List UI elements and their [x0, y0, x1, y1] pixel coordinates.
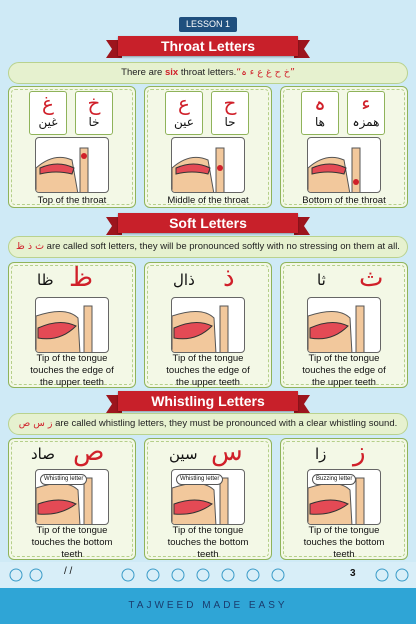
caption-line: the upper teeth — [40, 377, 104, 388]
intro-letters: ز س ص — [18, 418, 53, 429]
caption-line: the upper teeth — [312, 377, 376, 388]
caption-line: the upper teeth — [176, 377, 240, 388]
card-caption — [281, 525, 407, 561]
card-caption: Bottom of the throat — [302, 195, 386, 206]
footer-date: / / — [64, 566, 73, 577]
letter: ص — [73, 437, 105, 467]
letter: ح — [223, 91, 237, 115]
letter: ء — [361, 91, 371, 115]
caption-line: Tip of the tongue — [172, 525, 244, 536]
tongue-diagram-icon — [307, 469, 381, 525]
letter: خ — [87, 91, 101, 115]
letter-box — [211, 91, 249, 135]
letter-box — [29, 91, 67, 135]
throat-card-top — [8, 86, 136, 208]
card-caption — [281, 353, 407, 389]
soft-card — [280, 262, 408, 388]
intro-text: are called whistling letters, they must be pronounced with a clear whistling sound. — [52, 418, 398, 429]
letter-box — [165, 91, 203, 135]
speech-bubble: Whistling letter — [40, 474, 87, 485]
caption-line: touches the bottom — [31, 537, 113, 548]
letter-box — [301, 91, 339, 135]
letter: ع — [178, 91, 190, 115]
caption-line: touches the edge of — [302, 365, 386, 376]
caption-line: touches the bottom — [303, 537, 385, 548]
mouth-diagram-icon — [307, 137, 381, 193]
intro-letters: ث ذ ظ — [16, 241, 45, 252]
tongue-diagram-icon — [171, 297, 245, 353]
card-caption — [145, 353, 271, 389]
tongue-diagram-icon — [35, 469, 109, 525]
letter-name: ظا — [37, 271, 54, 289]
letter-name: ثا — [317, 271, 326, 289]
letter-name: زا — [315, 445, 327, 463]
speech-bubble: Buzzing letter — [312, 474, 356, 485]
card-caption — [145, 525, 271, 561]
letter: س — [211, 437, 243, 467]
letter-name: سین — [169, 445, 198, 463]
intro-suffix: throat letters. — [178, 67, 237, 78]
throat-card-middle — [144, 86, 272, 208]
tongue-diagram-icon — [307, 297, 381, 353]
whistling-letters-heading: Whistling Letters — [118, 391, 298, 411]
letter-name: خا — [88, 115, 100, 129]
soft-card — [8, 262, 136, 388]
page-number: 3 — [350, 568, 356, 579]
ornament-icon — [118, 565, 298, 585]
whistling-card — [144, 438, 272, 560]
book-title: TAJWEED MADE EASY — [0, 588, 416, 624]
intro-prefix: There are — [121, 67, 165, 78]
whistling-intro — [8, 413, 408, 435]
caption-line: Tip of the tongue — [36, 353, 108, 364]
caption-line: touches the edge of — [30, 365, 114, 376]
letter: ث — [359, 263, 384, 293]
letter: ہ — [314, 91, 326, 115]
card-caption: Middle of the throat — [167, 195, 249, 206]
letter-name: ھا — [315, 115, 325, 129]
caption-line: Tip of the tongue — [308, 353, 380, 364]
letter-name: ذال — [173, 271, 195, 289]
tongue-diagram-icon — [171, 469, 245, 525]
whistling-card — [280, 438, 408, 560]
card-caption — [9, 525, 135, 561]
letter: ظ — [69, 263, 94, 293]
letter: ذ — [223, 263, 235, 293]
ornament-icon — [6, 565, 46, 585]
letter-box — [75, 91, 113, 135]
letter: ز — [353, 437, 366, 467]
caption-line: Tip of the tongue — [36, 525, 108, 536]
ornament-icon — [372, 565, 412, 585]
card-caption: Top of the throat — [37, 195, 107, 206]
letter-name: همزہ — [352, 115, 380, 129]
soft-letters-heading: Soft Letters — [118, 213, 298, 233]
throat-intro — [8, 62, 408, 84]
caption-line: teeth — [197, 549, 219, 560]
soft-intro — [8, 236, 408, 258]
letter: غ — [42, 91, 54, 115]
letter-name: غین — [38, 115, 58, 129]
caption-line: teeth — [61, 549, 83, 560]
intro-letters: “خ ح غ ع ء ہ” — [236, 67, 295, 78]
caption-line: Tip of the tongue — [172, 353, 244, 364]
letter-box — [347, 91, 385, 135]
lesson-label: LESSON 1 — [179, 17, 237, 32]
throat-letters-heading: Throat Letters — [118, 36, 298, 56]
throat-card-bottom — [280, 86, 408, 208]
letter-name: حا — [224, 115, 236, 129]
caption-line: touches the edge of — [166, 365, 250, 376]
mouth-diagram-icon — [35, 137, 109, 193]
letter-name: عین — [174, 115, 194, 129]
tongue-diagram-icon — [35, 297, 109, 353]
intro-text: are called soft letters, they will be pronounced softly with no stressing on them at all. — [44, 241, 400, 252]
caption-line: Tip of the tongue — [308, 525, 380, 536]
caption-line: teeth — [333, 549, 355, 560]
card-caption — [9, 353, 135, 389]
whistling-card — [8, 438, 136, 560]
letter-name: صاد — [31, 445, 55, 463]
soft-card — [144, 262, 272, 388]
intro-count: six — [164, 67, 179, 78]
mouth-diagram-icon — [171, 137, 245, 193]
caption-line: touches the bottom — [167, 537, 249, 548]
speech-bubble: Whistling letter — [176, 474, 223, 485]
